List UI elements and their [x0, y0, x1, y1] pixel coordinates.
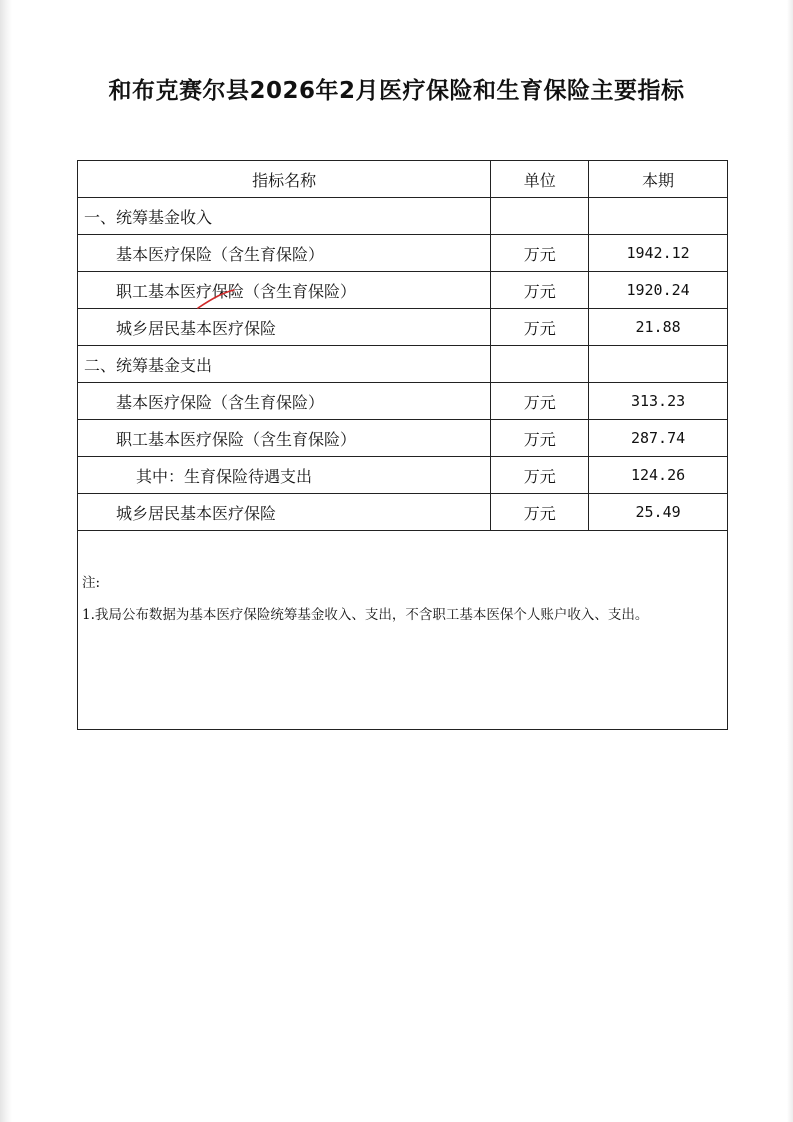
page-title: 和布克赛尔县2026年2月医疗保险和生育保险主要指标: [108, 78, 685, 104]
row-name: 一、统筹基金收入: [78, 198, 491, 235]
row-value: 313.23: [589, 383, 728, 420]
scan-edge-left: [0, 0, 12, 1122]
row-value: [589, 198, 728, 235]
table-row: [78, 457, 728, 494]
row-name: 二、统筹基金支出: [78, 346, 491, 383]
row-name: 职工基本医疗保险（含生育保险）: [78, 420, 491, 457]
note-item: 1.我局公布数据为基本医疗保险统筹基金收入、支出，不含职工基本医保个人账户收入、支出。: [82, 607, 649, 623]
row-value: 1920.24: [589, 272, 728, 309]
table-row: [78, 309, 728, 346]
row-unit: 万元: [491, 494, 589, 531]
row-unit: 万元: [491, 309, 589, 346]
notes-label: 注:: [82, 575, 101, 591]
row-unit: 万元: [491, 383, 589, 420]
row-value: 25.49: [589, 494, 728, 531]
table-row: [78, 272, 728, 309]
table-row: [78, 494, 728, 531]
header-name: 指标名称: [78, 161, 491, 198]
red-pen-mark: [196, 288, 236, 310]
indicator-table: [77, 160, 728, 730]
row-value: 124.26: [589, 457, 728, 494]
row-unit: 万元: [491, 457, 589, 494]
row-unit: 万元: [491, 420, 589, 457]
notes-cell: [78, 531, 728, 730]
row-name: 基本医疗保险（含生育保险）: [78, 383, 491, 420]
row-unit: [491, 346, 589, 383]
row-name: 城乡居民基本医疗保险: [78, 494, 491, 531]
row-name: 基本医疗保险（含生育保险）: [78, 235, 491, 272]
notes-row: [78, 531, 728, 730]
row-unit: [491, 198, 589, 235]
row-unit: 万元: [491, 272, 589, 309]
table-row: [78, 235, 728, 272]
row-unit: 万元: [491, 235, 589, 272]
row-value: [589, 346, 728, 383]
header-value: 本期: [589, 161, 728, 198]
table-row: [78, 383, 728, 420]
row-value: 1942.12: [589, 235, 728, 272]
table-header-row: [78, 161, 728, 198]
row-name: 职工基本医疗保险（含生育保险）: [78, 272, 491, 309]
row-value: 287.74: [589, 420, 728, 457]
table-row: [78, 198, 728, 235]
scan-edge-right: [787, 0, 793, 1122]
table-row: [78, 346, 728, 383]
row-name: 城乡居民基本医疗保险: [78, 309, 491, 346]
header-unit: 单位: [491, 161, 589, 198]
row-value: 21.88: [589, 309, 728, 346]
row-name: 其中：生育保险待遇支出: [78, 457, 491, 494]
table-row: [78, 420, 728, 457]
